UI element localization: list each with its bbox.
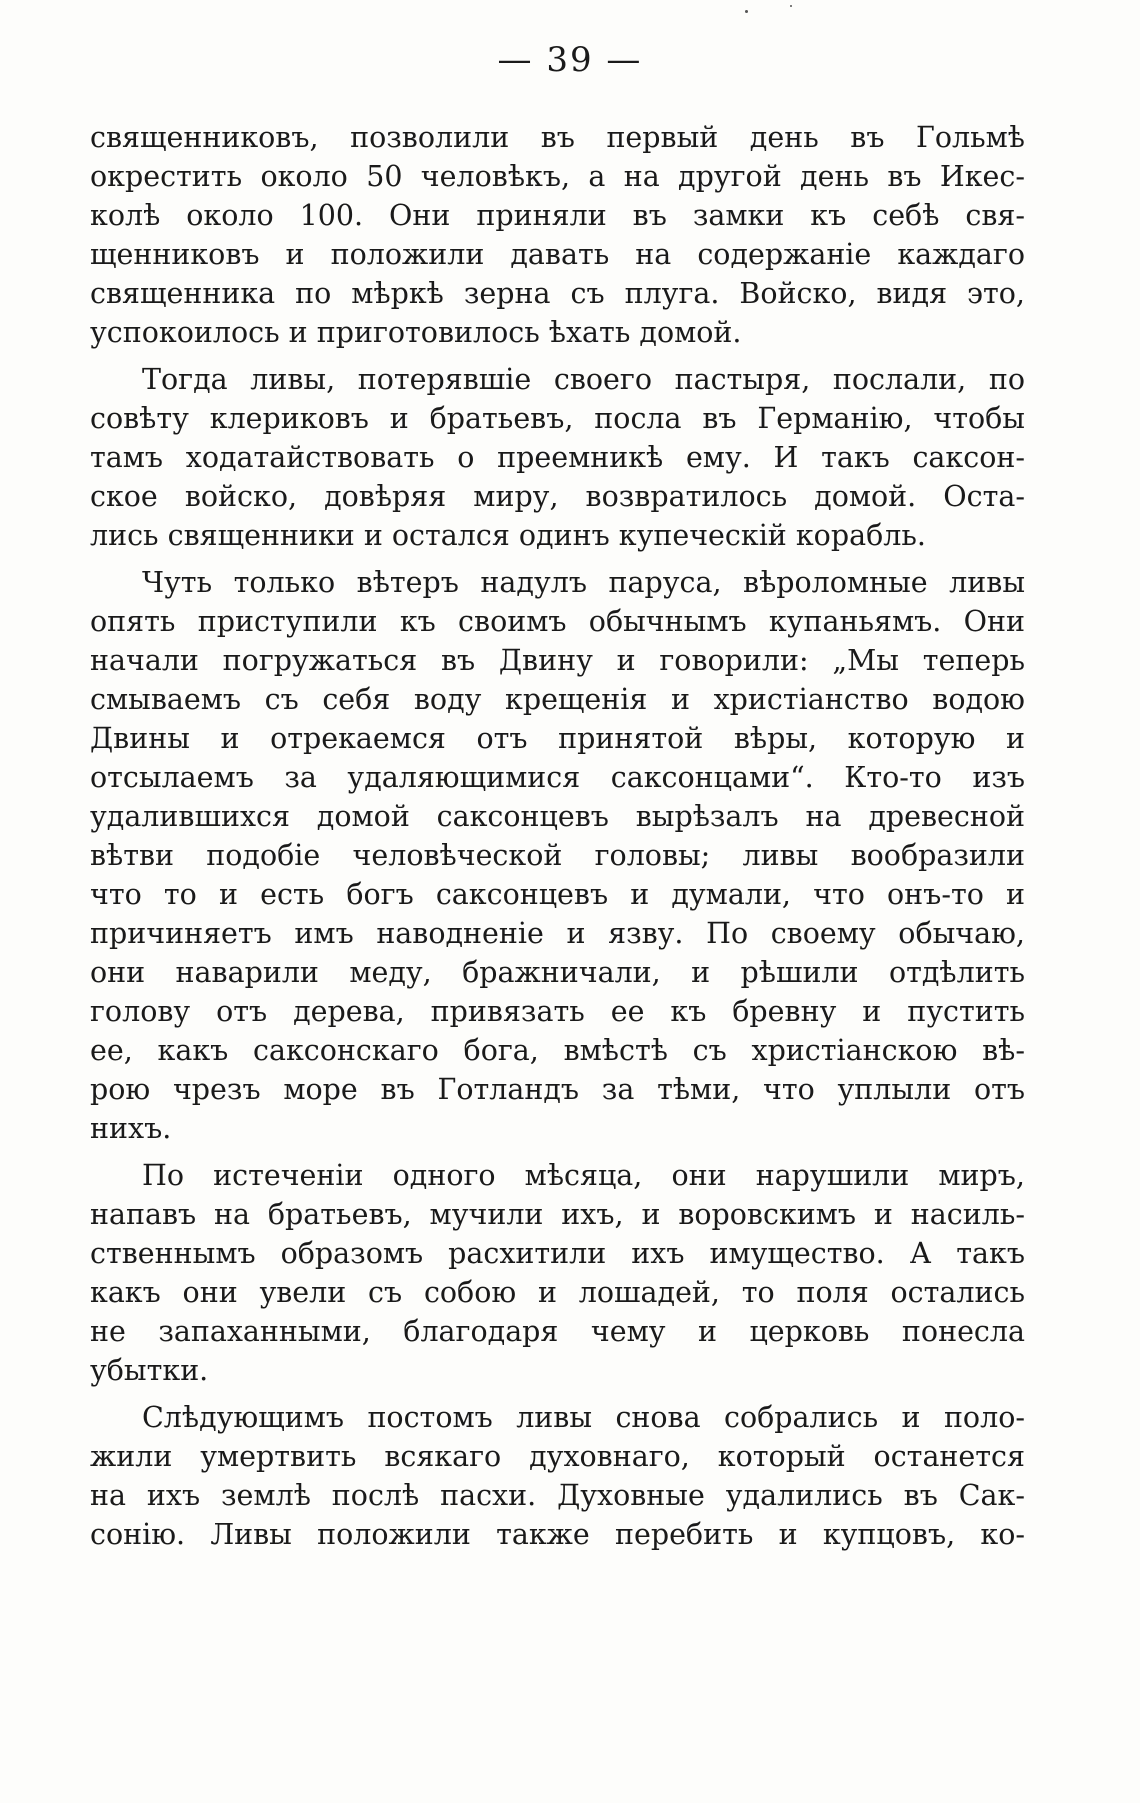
paragraph: [90, 118, 1025, 352]
text-line: причиняетъ имъ наводненіе и язву. По своему обычаю,: [90, 917, 1025, 950]
paragraph: [90, 1156, 1025, 1390]
text-line: щенниковъ и положили давать на содержаніе каждаго: [90, 238, 1025, 271]
text-line: напавъ на братьевъ, мучили ихъ, и воровскимъ и насиль-: [90, 1198, 1025, 1231]
page-number: — 39 —: [497, 40, 643, 80]
text-line: на ихъ землѣ послѣ пасхи. Духовные удалились въ Сак-: [90, 1479, 1025, 1512]
text-line: Тогда ливы, потерявшіе своего пастыря, послали, по: [142, 363, 1025, 396]
text-line: Слѣдующимъ постомъ ливы снова собрались и поло-: [142, 1401, 1025, 1434]
text-line: успокоилось и приготовилось ѣхать домой.: [90, 316, 742, 349]
text-line: священниковъ, позволили въ первый день въ Гольмѣ: [90, 121, 1025, 154]
text-line: ее, какъ саксонскаго бога, вмѣстѣ съ христіанскою вѣ-: [90, 1034, 1025, 1067]
text-line: нихъ.: [90, 1112, 172, 1145]
text-line: смываемъ съ себя воду крещенія и христіанство водою: [90, 683, 1025, 716]
paragraph: [90, 360, 1025, 555]
text-line: ственнымъ образомъ расхитили ихъ имущество. А такъ: [90, 1237, 1025, 1270]
text-line: тамъ ходатайствовать о преемникѣ ему. И такъ саксон-: [90, 441, 1025, 474]
text-line: голову отъ дерева, привязать ее къ бревну и пустить: [90, 995, 1025, 1028]
text-line: удалившихся домой саксонцевъ вырѣзалъ на древесной: [90, 800, 1025, 833]
body-text: [90, 118, 1025, 1554]
text-line: совѣту клериковъ и братьевъ, посла въ Германію, чтобы: [90, 402, 1025, 435]
paragraph: [90, 1398, 1025, 1554]
text-line: лись священники и остался одинъ купеческій корабль.: [90, 519, 926, 552]
text-line: они наварили меду, бражничали, и рѣшили отдѣлить: [90, 956, 1025, 989]
text-line: начали погружаться въ Двину и говорили: „Мы теперь: [90, 644, 1025, 677]
text-line: По истеченіи одного мѣсяца, они нарушили миръ,: [142, 1159, 1025, 1192]
text-line: сонію. Ливы положили также перебить и купцовъ, ко-: [90, 1518, 1025, 1551]
text-line: отсылаемъ за удаляющимися саксонцами“. Кто-то изъ: [90, 761, 1025, 794]
text-line: опять приступили къ своимъ обычнымъ купаньямъ. Они: [90, 605, 1025, 638]
text-line: священника по мѣркѣ зерна съ плуга. Войско, видя это,: [90, 277, 1025, 310]
text-line: Двины и отрекаемся отъ принятой вѣры, которую и: [90, 722, 1025, 755]
paragraph: [90, 563, 1025, 1148]
text-line: убытки.: [90, 1354, 209, 1387]
text-line: что то и есть богъ саксонцевъ и думали, что онъ-то и: [90, 878, 1025, 911]
text-line: какъ они увели съ собою и лошадей, то поля остались: [90, 1276, 1025, 1309]
text-line: рою чрезъ море въ Готландъ за тѣми, что уплыли отъ: [90, 1073, 1025, 1106]
scan-speck: [745, 10, 748, 13]
text-line: жили умертвить всякаго духовнаго, который останется: [90, 1440, 1025, 1473]
scan-speck: [790, 5, 792, 7]
text-line: вѣтви подобіе человѣческой головы; ливы вообразили: [90, 839, 1025, 872]
text-line: Чуть только вѣтеръ надулъ паруса, вѣроломные ливы: [142, 566, 1025, 599]
text-line: не запаханными, благодаря чему и церковь понесла: [90, 1315, 1025, 1348]
text-line: окрестить около 50 человѣкъ, а на другой день въ Икес-: [90, 160, 1025, 193]
text-line: ское войско, довѣряя миру, возвратилось домой. Оста-: [90, 480, 1025, 513]
text-line: колѣ около 100. Они приняли въ замки къ себѣ свя-: [90, 199, 1025, 232]
